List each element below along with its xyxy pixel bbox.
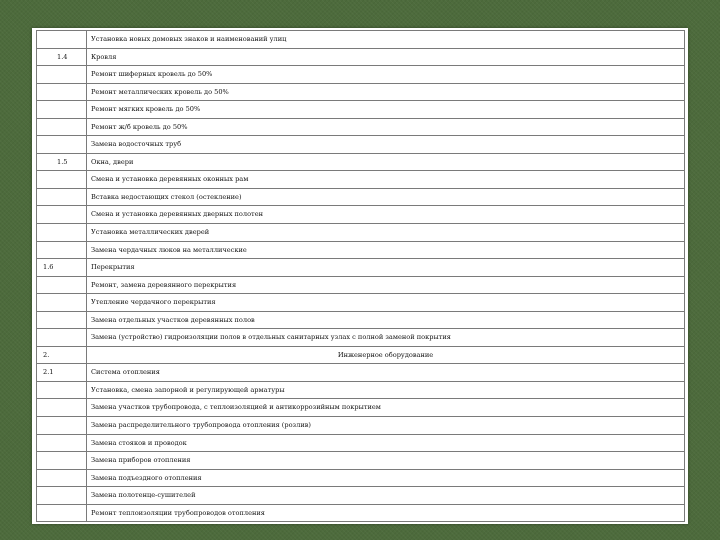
- row-number-cell: 2.1: [37, 364, 87, 382]
- table-row: [37, 31, 685, 49]
- table-row: [37, 469, 685, 487]
- table-row: [37, 171, 685, 189]
- table-row: [37, 434, 685, 452]
- row-text-cell: Кровля: [87, 48, 685, 66]
- table-row: [37, 364, 685, 382]
- table-body: [37, 31, 685, 522]
- row-number-cell: [37, 171, 87, 189]
- row-number-cell: [37, 294, 87, 312]
- row-number-cell: 1.5: [37, 153, 87, 171]
- row-text-cell: Ремонт ж/б кровель до 50%: [87, 118, 685, 136]
- row-text-cell: Замена полотенце-сушителей: [87, 487, 685, 505]
- row-text-cell: Замена подъездного отопления: [87, 469, 685, 487]
- row-text-cell: Система отопления: [87, 364, 685, 382]
- table-row: [37, 259, 685, 277]
- row-text-cell: Замена чердачных люков на металлические: [87, 241, 685, 259]
- table-row: [37, 48, 685, 66]
- row-number-cell: [37, 276, 87, 294]
- row-text-cell: Ремонт теплоизоляции трубопроводов отопления: [87, 504, 685, 522]
- row-text-cell: Установка новых домовых знаков и наименований улиц: [87, 31, 685, 49]
- table-row: [37, 241, 685, 259]
- table-row: [37, 504, 685, 522]
- table-row: [37, 83, 685, 101]
- works-table: [36, 30, 685, 522]
- row-number-cell: [37, 83, 87, 101]
- row-number-cell: [37, 241, 87, 259]
- table-row: [37, 206, 685, 224]
- row-text-cell: Замена отдельных участков деревянных полов: [87, 311, 685, 329]
- row-number-cell: [37, 118, 87, 136]
- table-row: [37, 276, 685, 294]
- row-number-cell: [37, 188, 87, 206]
- table-row: [37, 188, 685, 206]
- row-number-cell: [37, 31, 87, 49]
- row-text-cell: Ремонт шиферных кровель до 50%: [87, 66, 685, 84]
- table-row: [37, 101, 685, 119]
- row-number-cell: [37, 136, 87, 154]
- table-row: [37, 329, 685, 347]
- row-number-cell: [37, 66, 87, 84]
- row-number-cell: 2.: [37, 346, 87, 364]
- row-text-cell: Замена водосточных труб: [87, 136, 685, 154]
- row-number-cell: [37, 206, 87, 224]
- table-row: [37, 452, 685, 470]
- row-number-cell: [37, 101, 87, 119]
- row-text-cell: Ремонт мягких кровель до 50%: [87, 101, 685, 119]
- row-number-cell: [37, 329, 87, 347]
- table-row: [37, 346, 685, 364]
- row-number-cell: 1.6: [37, 259, 87, 277]
- row-number-cell: [37, 487, 87, 505]
- slide: [32, 28, 688, 524]
- row-number-cell: [37, 311, 87, 329]
- table-row: [37, 224, 685, 242]
- table-row: [37, 294, 685, 312]
- table-row: [37, 66, 685, 84]
- row-text-cell: Ремонт, замена деревянного перекрытия: [87, 276, 685, 294]
- row-number-cell: 1.4: [37, 48, 87, 66]
- row-number-cell: [37, 452, 87, 470]
- row-text-cell: Вставка недостающих стекол (остекление): [87, 188, 685, 206]
- row-text-cell: Замена приборов отопления: [87, 452, 685, 470]
- table-row: [37, 153, 685, 171]
- row-number-cell: [37, 224, 87, 242]
- table-row: [37, 399, 685, 417]
- row-text-cell: Смена и установка деревянных оконных рам: [87, 171, 685, 189]
- row-text-cell: Окна, двери: [87, 153, 685, 171]
- row-text-cell: Установка, смена запорной и регулирующей арматуры: [87, 381, 685, 399]
- table-row: [37, 487, 685, 505]
- row-text-cell: Перекрытия: [87, 259, 685, 277]
- row-number-cell: [37, 434, 87, 452]
- row-text-cell: Утепление чердачного перекрытия: [87, 294, 685, 312]
- row-text-cell: Замена (устройство) гидроизоляции полов в отдельных санитарных узлах с полной заменой покрытия: [87, 329, 685, 347]
- row-text-cell: Установка металлических дверей: [87, 224, 685, 242]
- row-text-cell: Смена и установка деревянных дверных полотен: [87, 206, 685, 224]
- row-text-cell: Замена стояков и проводок: [87, 434, 685, 452]
- row-text-cell: Инженерное оборудование: [87, 346, 685, 364]
- row-number-cell: [37, 504, 87, 522]
- table-row: [37, 417, 685, 435]
- table-row: [37, 118, 685, 136]
- row-text-cell: Ремонт металлических кровель до 50%: [87, 83, 685, 101]
- table-row: [37, 136, 685, 154]
- table-row: [37, 381, 685, 399]
- table-row: [37, 311, 685, 329]
- row-number-cell: [37, 381, 87, 399]
- row-number-cell: [37, 469, 87, 487]
- row-text-cell: Замена распределительного трубопровода отопления (розлив): [87, 417, 685, 435]
- row-number-cell: [37, 399, 87, 417]
- row-number-cell: [37, 417, 87, 435]
- row-text-cell: Замена участков трубопровода, с теплоизоляцией и антикоррозийным покрытием: [87, 399, 685, 417]
